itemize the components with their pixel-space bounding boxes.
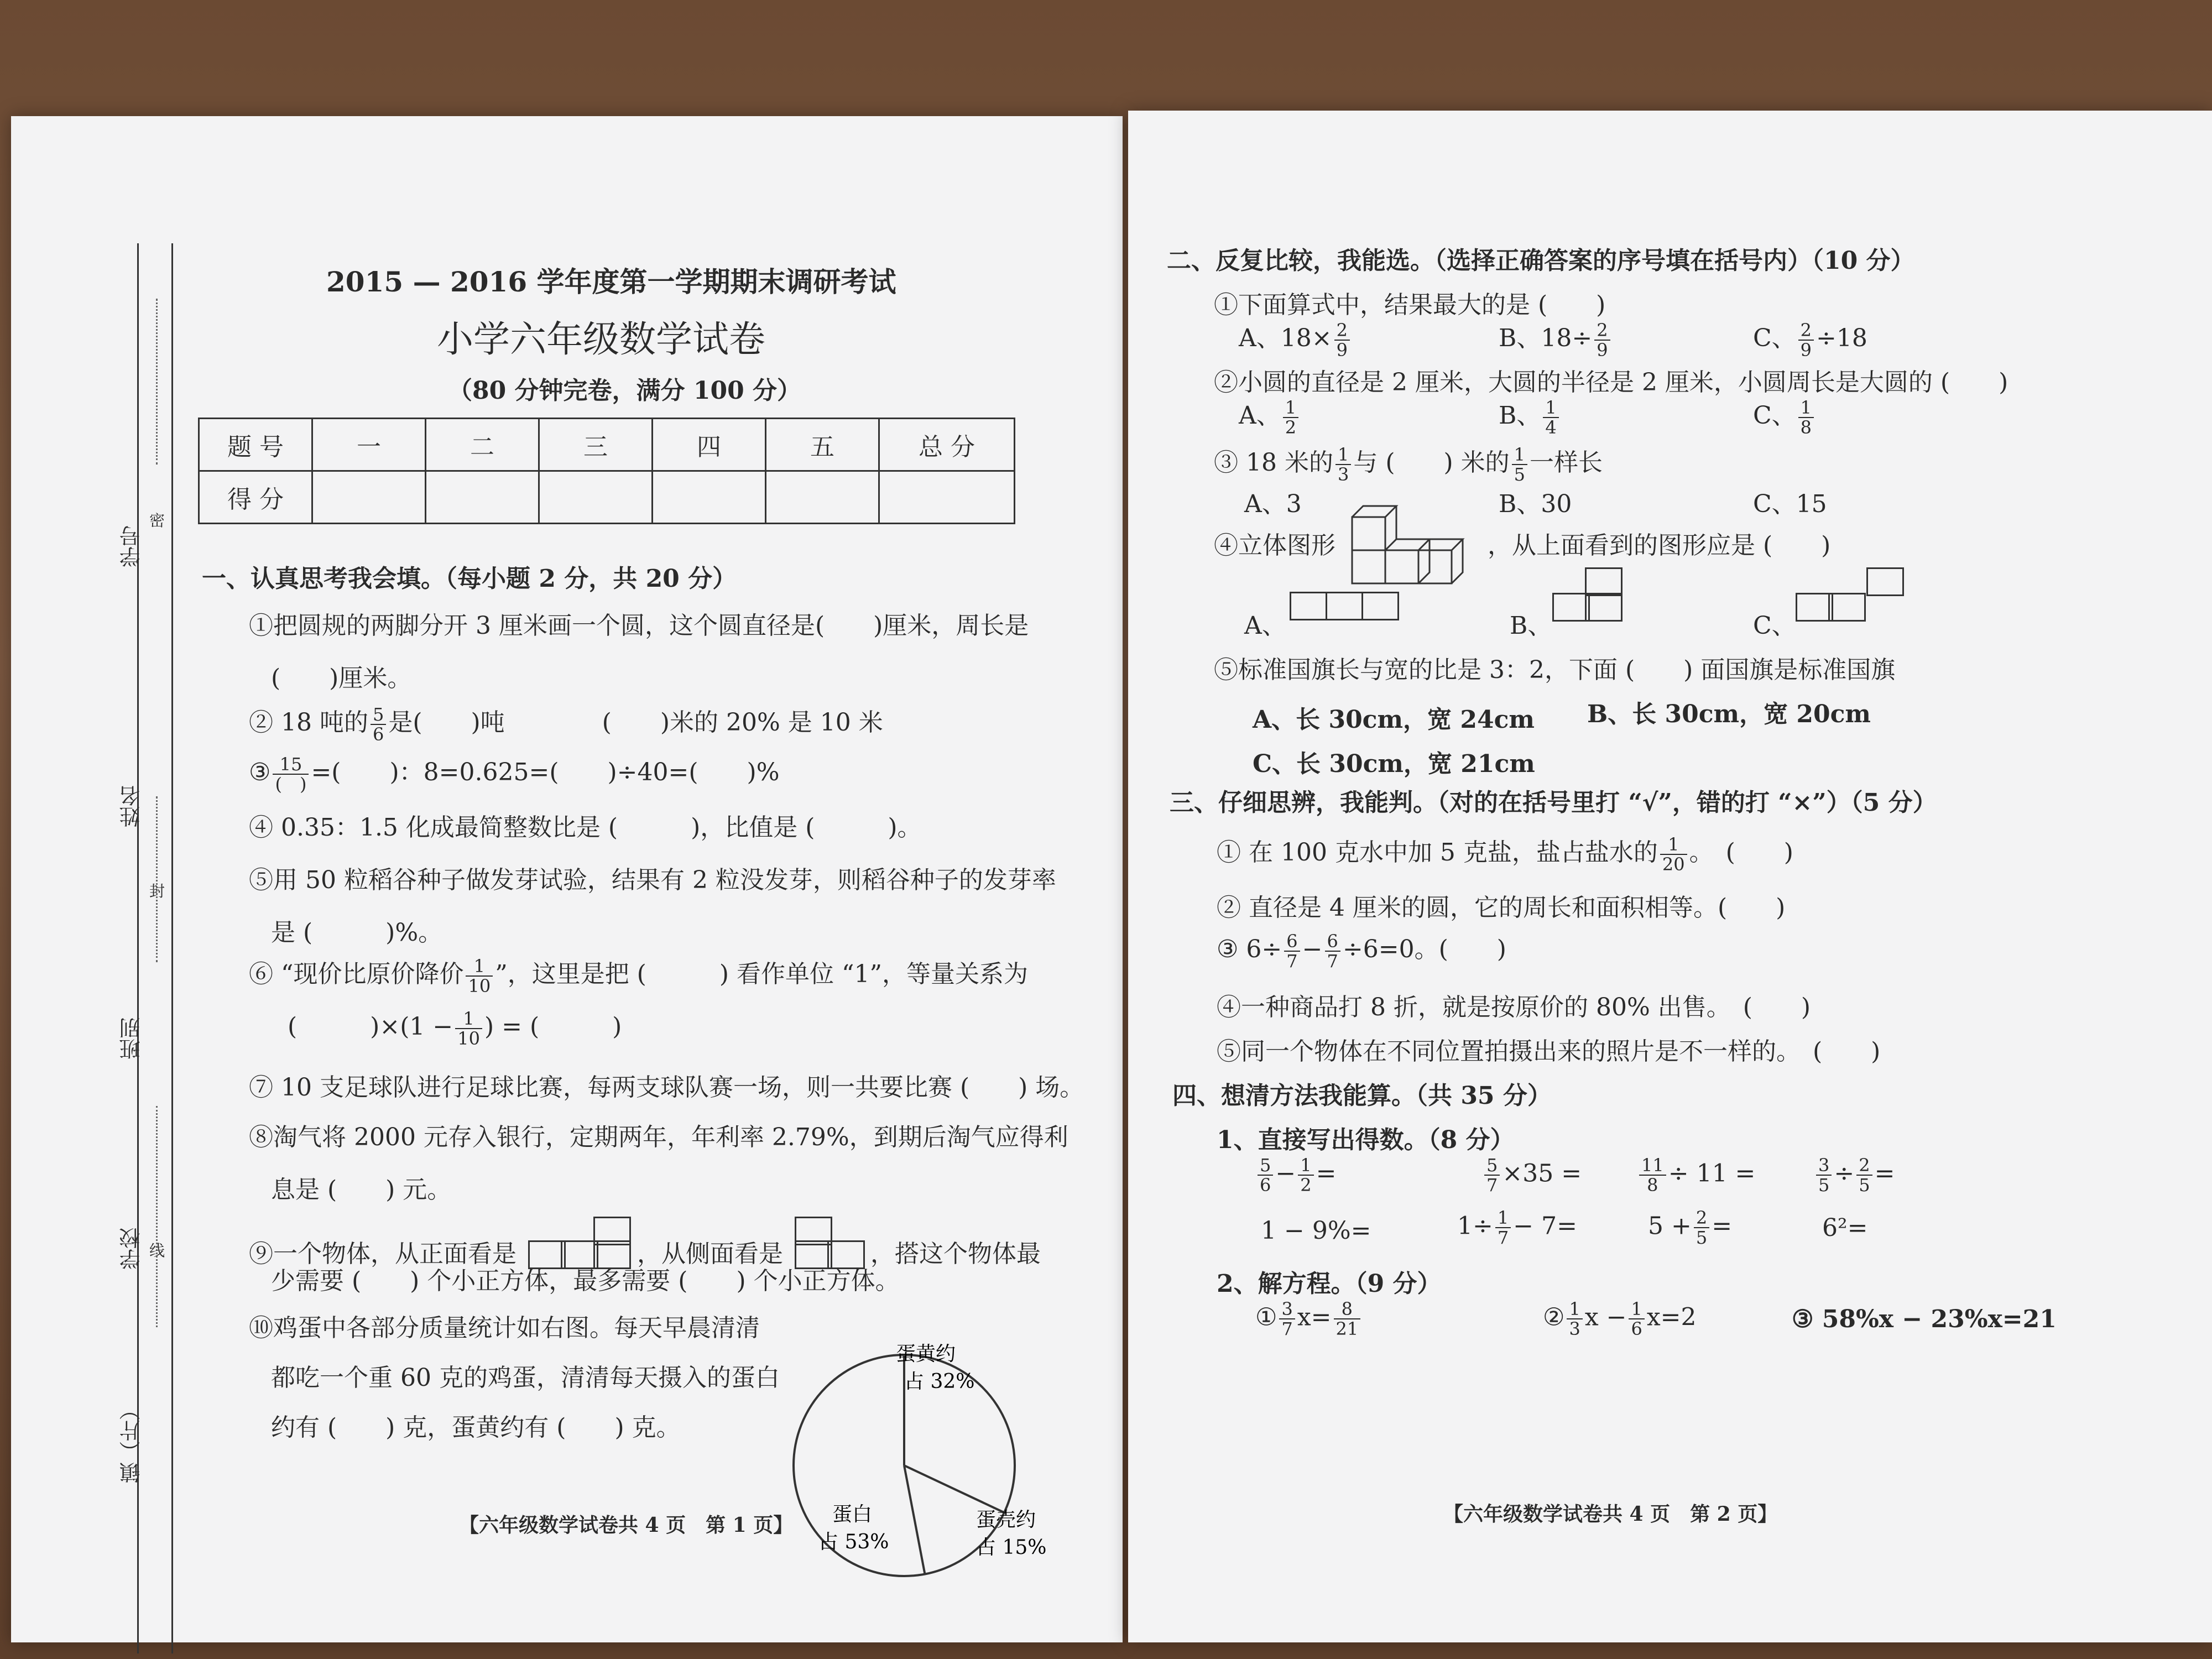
top-view-option-c bbox=[1797, 564, 1908, 625]
option-2-5-a: A、长 30cm，宽 24cm bbox=[1253, 706, 1535, 734]
numerator: 5 bbox=[1258, 1156, 1273, 1176]
fraction bbox=[1798, 321, 1814, 359]
side-view-figure bbox=[791, 1208, 863, 1269]
cube-square bbox=[1552, 593, 1590, 622]
calc-7 bbox=[1648, 1208, 1732, 1247]
numerator: 1 bbox=[1335, 445, 1351, 465]
seal-mark: 线 bbox=[149, 1241, 165, 1260]
denominator: 10 bbox=[457, 1027, 480, 1049]
solid-figure bbox=[1349, 498, 1477, 586]
cube-square bbox=[1326, 592, 1363, 620]
score-table-cell: 四 bbox=[653, 419, 766, 471]
calc-1 bbox=[1255, 1156, 1336, 1194]
exam-title-year: 2015 — 2016 学年度第一学期期末调研考试 bbox=[326, 265, 896, 298]
fraction bbox=[273, 755, 309, 794]
q-text: ) = ( ) bbox=[484, 1013, 622, 1041]
seal-dotted-line bbox=[156, 1106, 158, 1327]
question-2-4-label: ④立体图形 bbox=[1214, 531, 1335, 560]
question-1-5-cont: 是 ( )%。 bbox=[271, 919, 443, 947]
numerator: 1 bbox=[1543, 398, 1558, 418]
score-input-cell[interactable] bbox=[426, 471, 539, 524]
numerator: 1 bbox=[1629, 1300, 1644, 1319]
q-text: ③ 18 米的 bbox=[1214, 448, 1333, 477]
denominator: 10 bbox=[468, 975, 491, 997]
pie-label-white: 蛋白 bbox=[832, 1503, 873, 1526]
numerator: 1 bbox=[1798, 398, 1814, 418]
denominator: 3 bbox=[1569, 1318, 1580, 1339]
option-text: B、18÷ bbox=[1499, 324, 1593, 352]
fraction bbox=[455, 1009, 482, 1048]
denominator: 5 bbox=[1695, 1227, 1708, 1248]
numerator: 5 bbox=[371, 705, 386, 725]
pie-pct-yolk: 占 32% bbox=[904, 1370, 975, 1393]
q-text: ⑥ “现价比原价降价 bbox=[249, 960, 464, 988]
q-text: ③ 6÷ bbox=[1217, 935, 1282, 963]
denominator: 7 bbox=[1286, 950, 1298, 972]
fraction bbox=[1543, 398, 1558, 437]
score-table-cell: 三 bbox=[539, 419, 653, 471]
q-text: 。 ( ) bbox=[1689, 838, 1793, 867]
option-2-3-c: C、15 bbox=[1753, 490, 1827, 518]
q-text: ⑨一个物体，从正面看是 bbox=[249, 1240, 517, 1268]
option-text: C、 bbox=[1753, 324, 1796, 352]
denominator: 5 bbox=[1859, 1175, 1870, 1196]
numerator: 1 bbox=[1512, 445, 1527, 465]
option-text: B、 bbox=[1499, 401, 1541, 430]
question-3-4: ④一种商品打 8 折，就是按原价的 80% 出售。 ( ) bbox=[1217, 993, 1811, 1021]
pie-pct-shell: 占 15% bbox=[976, 1536, 1047, 1559]
option-2-2-c bbox=[1753, 395, 1816, 437]
numerator: 1 bbox=[1567, 1300, 1582, 1319]
equation-1 bbox=[1255, 1300, 1363, 1338]
cube-square bbox=[1361, 592, 1399, 620]
exam-page-2 bbox=[1128, 111, 2212, 1642]
section-2-heading: 二、反复比较，我能选。（选择正确答案的序号填在括号内）（10 分） bbox=[1167, 247, 1915, 275]
option-2-3-a: A、3 bbox=[1244, 490, 1302, 518]
exam-page-1 bbox=[11, 116, 1123, 1642]
equation-3: ③ 58%x − 23%x=21 bbox=[1792, 1305, 2057, 1333]
numerator: 2 bbox=[1694, 1208, 1709, 1228]
fraction bbox=[1334, 1300, 1361, 1338]
calc-text: ÷ 11 = bbox=[1668, 1159, 1756, 1188]
question-2-1: ①下面算式中，结果最大的是 ( ) bbox=[1214, 291, 1606, 319]
score-input-cell[interactable] bbox=[653, 471, 766, 524]
fraction bbox=[371, 705, 386, 744]
fraction bbox=[1283, 398, 1298, 437]
score-table-cell: 五 bbox=[766, 419, 879, 471]
denominator: 7 bbox=[1486, 1175, 1498, 1196]
numerator: 6 bbox=[1325, 932, 1340, 952]
q-text: ① 在 100 克水中加 5 克盐，盐占盐水的 bbox=[1217, 838, 1658, 867]
name-label: 姓名 bbox=[119, 785, 144, 827]
score-table-cell: 总 分 bbox=[879, 419, 1015, 471]
denominator: 9 bbox=[1336, 339, 1348, 361]
page-footer: 【六年级数学试卷共 4 页 第 1 页】 bbox=[459, 1514, 794, 1537]
question-1-9-cont: 少需要 ( ) 个小正方体，最多需要 ( ) 个小正方体。 bbox=[271, 1267, 900, 1295]
numerator: 2 bbox=[1798, 321, 1814, 341]
question-1-1: ①把圆规的两脚分开 3 厘米画一个圆，这个圆直径是( )厘米，周长是 bbox=[249, 612, 1029, 640]
calc-text: x=2 bbox=[1646, 1303, 1697, 1332]
class-label: 班别 bbox=[119, 1018, 144, 1060]
question-1-2 bbox=[249, 702, 883, 744]
question-2-2: ②小圆的直径是 2 厘米，大圆的半径是 2 厘米，小圆周长是大圆的 ( ) bbox=[1214, 368, 2008, 397]
seal-dotted-line bbox=[156, 299, 158, 465]
fraction bbox=[1334, 321, 1350, 359]
fraction bbox=[1284, 932, 1300, 971]
score-input-cell[interactable] bbox=[766, 471, 879, 524]
numerator: 2 bbox=[1334, 321, 1350, 341]
q-text: ，搭这个物体最 bbox=[870, 1240, 1041, 1268]
cube-square bbox=[1796, 593, 1833, 622]
binding-line-inner bbox=[171, 243, 173, 1653]
denominator: 6 bbox=[372, 723, 384, 745]
exam-subtitle: （80 分钟完卷，满分 100 分） bbox=[448, 377, 802, 405]
question-1-6-cont bbox=[288, 1006, 622, 1048]
fraction bbox=[1279, 1300, 1295, 1338]
option-2-1-b bbox=[1499, 318, 1613, 359]
section-3-heading: 三、仔细思辨，我能判。（对的在括号里打 “√”，错的打 “×”）（5 分） bbox=[1170, 789, 1937, 817]
fraction bbox=[1629, 1300, 1644, 1338]
fraction bbox=[1816, 1156, 1832, 1194]
section-1-heading: 一、认真思考我会填。（每小题 2 分，共 20 分） bbox=[202, 565, 737, 593]
denominator: 8 bbox=[1800, 416, 1812, 438]
numerator: 2 bbox=[1856, 1156, 1872, 1176]
fraction bbox=[1798, 398, 1814, 437]
town-label: 镇（片） bbox=[119, 1399, 144, 1483]
option-text: ÷18 bbox=[1816, 324, 1867, 352]
equation-2 bbox=[1543, 1300, 1697, 1338]
q-text: ÷6=0。( ) bbox=[1342, 935, 1506, 963]
denominator: 6 bbox=[1260, 1175, 1271, 1196]
question-3-5: ⑤同一个物体在不同位置拍摄出来的照片是不一样的。 ( ) bbox=[1217, 1037, 1881, 1066]
question-3-2: ② 直径是 4 厘米的圆，它的周长和面积相等。( ) bbox=[1217, 894, 1786, 922]
fraction bbox=[466, 957, 493, 995]
calc-text: = bbox=[1712, 1212, 1733, 1240]
score-table-header-row bbox=[199, 419, 1015, 471]
cube-square bbox=[795, 1217, 832, 1245]
pie-divider-shell-white bbox=[904, 1465, 925, 1574]
question-1-7: ⑦ 10 支足球队进行足球比赛，每两支球队赛一场，则一共要比赛 ( ) 场。 bbox=[249, 1073, 1084, 1102]
calc-text: 5 + bbox=[1648, 1212, 1692, 1240]
denominator: 7 bbox=[1281, 1318, 1293, 1339]
q-text: 一样长 bbox=[1530, 448, 1603, 477]
pie-pct-white: 占 53% bbox=[818, 1531, 889, 1553]
score-input-cell[interactable] bbox=[539, 471, 653, 524]
question-1-10-cont: 都吃一个重 60 克的鸡蛋，清清每天摄入的蛋白 bbox=[271, 1364, 780, 1392]
q-text: − bbox=[1302, 935, 1323, 963]
cube-square bbox=[1866, 567, 1904, 596]
q-text: ”，这里是把 ( ) 看作单位 “1”，等量关系为 bbox=[495, 960, 1028, 988]
page-footer: 【六年级数学试卷共 4 页 第 2 页】 bbox=[1443, 1503, 1778, 1526]
question-1-9 bbox=[249, 1208, 1041, 1269]
question-1-8-cont: 息是 ( ) 元。 bbox=[271, 1176, 452, 1204]
denominator: 9 bbox=[1597, 339, 1608, 361]
q-text: ( )×(1 − bbox=[288, 1013, 453, 1041]
score-input-cell[interactable] bbox=[312, 471, 426, 524]
question-1-1-cont: ( )厘米。 bbox=[271, 664, 412, 692]
denominator: 2 bbox=[1300, 1175, 1312, 1196]
calc-text: x= bbox=[1297, 1303, 1332, 1332]
question-1-5: ⑤用 50 粒稻谷种子做发芽试验，结果有 2 粒没发芽，则稻谷种子的发芽率 bbox=[249, 866, 1056, 894]
calc-3 bbox=[1637, 1156, 1755, 1194]
front-view-figure bbox=[524, 1208, 629, 1269]
question-1-4: ④ 0.35：1.5 化成最简整数比是 ( )，比值是 ( )。 bbox=[249, 813, 922, 842]
fraction bbox=[1856, 1156, 1872, 1194]
option-text: C、 bbox=[1753, 401, 1796, 430]
fraction bbox=[1694, 1208, 1709, 1247]
question-3-3 bbox=[1217, 929, 1506, 971]
option-2-2-b bbox=[1499, 395, 1561, 437]
section-4-heading: 四、想清方法我能算。（共 35 分） bbox=[1172, 1082, 1552, 1110]
score-table bbox=[198, 418, 1015, 524]
fraction bbox=[1258, 1156, 1273, 1194]
calc-text: 1÷ bbox=[1457, 1212, 1493, 1240]
question-1-3 bbox=[249, 752, 780, 794]
calc-text: ÷ bbox=[1834, 1159, 1855, 1188]
score-table-cell: 一 bbox=[312, 419, 426, 471]
calc-5: 1 − 9%= bbox=[1261, 1217, 1371, 1245]
q-text: =( )：8=0.625=( )÷40=( )% bbox=[311, 758, 780, 786]
egg-composition-pie-chart bbox=[785, 1305, 1062, 1593]
question-1-8: ⑧淘气将 2000 元存入银行，定期两年，年利率 2.79%，到期后淘气应得利 bbox=[249, 1123, 1068, 1151]
fraction bbox=[1512, 445, 1527, 484]
numerator: 8 bbox=[1334, 1300, 1361, 1319]
seal-mark: 封 bbox=[149, 882, 165, 900]
calc-text: ② bbox=[1543, 1303, 1565, 1332]
fraction bbox=[1660, 835, 1687, 874]
score-input-cell[interactable] bbox=[879, 471, 1015, 524]
top-view-option-b bbox=[1554, 564, 1631, 625]
fraction bbox=[1484, 1156, 1500, 1194]
q-text: ② 18 吨的 bbox=[249, 708, 368, 737]
fraction bbox=[1298, 1156, 1313, 1194]
question-1-10-cont2: 约有 ( ) 克，蛋黄约有 ( ) 克。 bbox=[271, 1413, 681, 1442]
fraction bbox=[1325, 932, 1340, 971]
cube-square bbox=[1828, 593, 1866, 622]
denominator: 20 bbox=[1662, 853, 1685, 875]
numerator: 1 bbox=[1495, 1208, 1511, 1228]
question-2-4: ，从上面看到的图形应是 ( ) bbox=[1488, 531, 1831, 560]
score-table-score-row bbox=[199, 471, 1015, 524]
question-2-5: ⑤标准国旗长与宽的比是 3：2，下面 ( ) 面国旗是标准国旗 bbox=[1214, 656, 1896, 684]
numerator: 6 bbox=[1284, 932, 1300, 952]
denominator: 21 bbox=[1335, 1318, 1359, 1339]
cube-square bbox=[1585, 593, 1623, 622]
calc-text: = bbox=[1874, 1159, 1895, 1188]
calc-text: = bbox=[1316, 1159, 1337, 1188]
option-2-2-a bbox=[1239, 395, 1301, 437]
section-4-sub2: 2、解方程。（9 分） bbox=[1217, 1270, 1442, 1298]
question-3-1 bbox=[1217, 832, 1793, 874]
numerator: 1 bbox=[1283, 398, 1298, 418]
fraction bbox=[1567, 1300, 1582, 1338]
calc-8: 6²= bbox=[1822, 1214, 1868, 1242]
numerator: 2 bbox=[1594, 321, 1610, 341]
calc-text: − bbox=[1275, 1159, 1296, 1188]
numerator: 1 bbox=[455, 1009, 482, 1029]
student-id-label: 学号 bbox=[119, 525, 144, 567]
numerator: 1 bbox=[1660, 835, 1687, 855]
calc-6 bbox=[1457, 1208, 1577, 1247]
question-1-6 bbox=[249, 954, 1028, 995]
fraction bbox=[1335, 445, 1351, 484]
numerator: 5 bbox=[1484, 1156, 1500, 1176]
option-2-4-b: B、 bbox=[1510, 612, 1552, 640]
cube-square bbox=[593, 1217, 631, 1245]
q-text: ③ bbox=[249, 758, 271, 786]
denominator: 2 bbox=[1285, 416, 1297, 438]
option-2-4-a: A、 bbox=[1244, 612, 1286, 640]
numerator: 1 bbox=[466, 957, 493, 977]
option-2-3-b: B、30 bbox=[1499, 490, 1572, 518]
school-label: 学校 bbox=[119, 1228, 144, 1270]
score-table-cell: 二 bbox=[426, 419, 539, 471]
denominator: 7 bbox=[1327, 950, 1338, 972]
calc-text: − 7= bbox=[1513, 1212, 1577, 1240]
numerator: 11 bbox=[1639, 1156, 1666, 1176]
option-2-5-c: C、长 30cm，宽 21cm bbox=[1253, 750, 1535, 778]
cube-square bbox=[1585, 567, 1623, 596]
option-2-5-b: B、长 30cm，宽 20cm bbox=[1587, 700, 1871, 728]
denominator: ( ) bbox=[275, 773, 307, 795]
numerator: 1 bbox=[1298, 1156, 1313, 1176]
denominator: 8 bbox=[1647, 1175, 1658, 1196]
calc-text: x − bbox=[1584, 1303, 1627, 1332]
section-4-sub1: 1、直接写出得数。（8 分） bbox=[1217, 1126, 1515, 1154]
cube-square bbox=[1290, 592, 1327, 620]
fraction bbox=[1594, 321, 1610, 359]
calc-text: ① bbox=[1255, 1303, 1277, 1332]
q-text: 是( )吨 ( )米的 20% 是 10 米 bbox=[388, 708, 883, 737]
denominator: 5 bbox=[1818, 1175, 1830, 1196]
fraction bbox=[1495, 1208, 1511, 1247]
q-text: ，从侧面看是 bbox=[637, 1240, 783, 1268]
option-2-1-a bbox=[1239, 318, 1352, 359]
pie-divider-yolk-shell bbox=[904, 1465, 1004, 1512]
option-2-1-c bbox=[1753, 318, 1867, 359]
numerator: 3 bbox=[1279, 1300, 1295, 1319]
denominator: 4 bbox=[1545, 416, 1557, 438]
fraction bbox=[1639, 1156, 1666, 1194]
top-view-option-a bbox=[1291, 592, 1399, 620]
question-2-3 bbox=[1214, 442, 1603, 484]
score-table-cell: 题 号 bbox=[199, 419, 312, 471]
denominator: 6 bbox=[1631, 1318, 1642, 1339]
seal-mark: 密 bbox=[149, 512, 165, 530]
denominator: 9 bbox=[1800, 339, 1812, 361]
denominator: 3 bbox=[1337, 463, 1349, 485]
numerator: 15 bbox=[273, 755, 309, 775]
option-text: A、18× bbox=[1239, 324, 1332, 352]
pie-label-shell: 蛋壳约 bbox=[976, 1509, 1036, 1531]
calc-2 bbox=[1482, 1156, 1582, 1194]
denominator: 5 bbox=[1514, 463, 1525, 485]
option-text: A、 bbox=[1239, 401, 1281, 430]
numerator: 3 bbox=[1816, 1156, 1832, 1176]
pie-label-yolk: 蛋黄约 bbox=[896, 1343, 956, 1365]
q-text: 与 ( ) 米的 bbox=[1353, 448, 1510, 477]
calc-4 bbox=[1814, 1156, 1895, 1194]
denominator: 7 bbox=[1497, 1227, 1509, 1248]
calc-text: ×35 = bbox=[1502, 1159, 1582, 1188]
option-2-4-c: C、 bbox=[1753, 612, 1796, 640]
exam-title: 小学六年级数学试卷 bbox=[437, 318, 765, 361]
score-table-cell: 得 分 bbox=[199, 471, 312, 524]
question-1-10: ⑩鸡蛋中各部分质量统计如右图。每天早晨清清 bbox=[249, 1314, 760, 1342]
